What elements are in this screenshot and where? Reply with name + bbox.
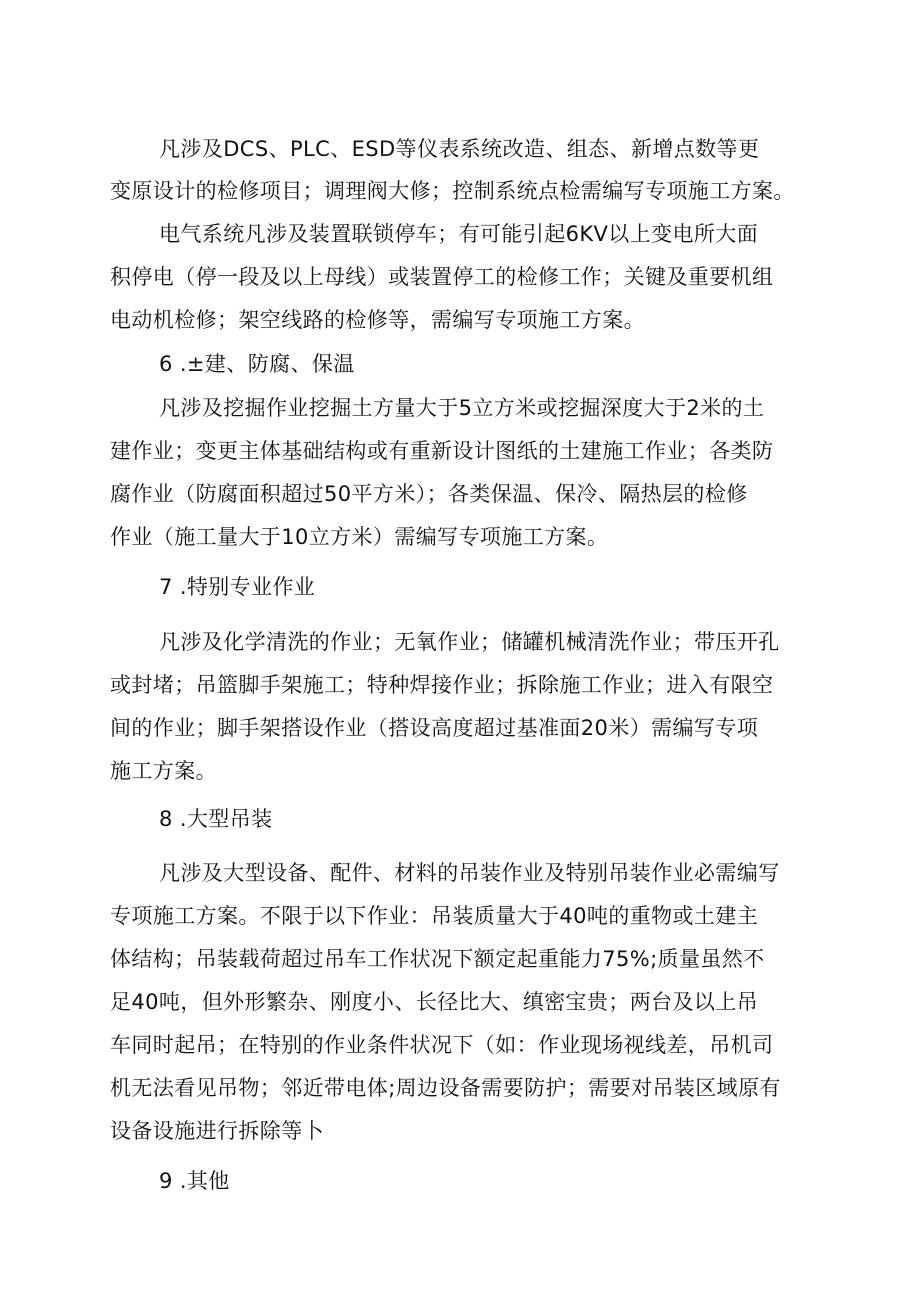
- paragraph-line: 机无法看见吊物；邻近带电体;周边设备需要防护；需要对吊装区域原有: [110, 1076, 781, 1100]
- paragraph-line: 车同时起吊；在特别的作业条件状况下（如：作业现场视线差，吊机司: [110, 1033, 774, 1057]
- paragraph-line: 凡涉及DCS、PLC、ESD等仪表系统改造、组态、新增点数等更: [159, 137, 760, 161]
- paragraph-line: 腐作业（防腐面积超过50平方米）；各类保温、保冷、隔热层的检修: [110, 482, 748, 506]
- paragraph-line: 体结构；吊装载荷超过吊车工作状况下额定起重能力75%;质量虽然不: [110, 947, 765, 971]
- paragraph-line: 电动机检修；架空线路的检修等，需编写专项施工方案。: [110, 308, 645, 332]
- paragraph-line: 或封堵；吊篮脚手架施工；特种焊接作业；拆除施工作业；进入有限空: [110, 673, 774, 697]
- paragraph-line: 足40吨，但外形繁杂、刚度小、长径比大、缜密宝贵；两台及以上吊: [110, 990, 759, 1014]
- paragraph-line: 设备设施进行拆除等卜: [110, 1119, 324, 1143]
- section-heading: 8 .大型吊装: [159, 807, 273, 831]
- paragraph-line: 建作业；变更主体基础结构或有重新设计图纸的土建施工作业；各类防: [110, 439, 774, 463]
- paragraph-line: 凡涉及化学清洗的作业；无氧作业；储罐机械清洗作业；带压开孔: [159, 630, 780, 654]
- paragraph-line: 施工方案。: [110, 759, 217, 783]
- paragraph-line: 凡涉及挖掘作业挖掘土方量大于5立方米或挖掘深度大于2米的土: [159, 396, 765, 420]
- paragraph-line: 凡涉及大型设备、配件、材料的吊装作业及特别吊装作业必需编写: [159, 861, 780, 885]
- paragraph-line: 变原设计的检修项目；调理阀大修；控制系统点检需编写专项施工方案。: [110, 179, 795, 203]
- paragraph-line: 专项施工方案。不限于以下作业：吊装质量大于40吨的重物或土建主: [110, 904, 759, 928]
- section-heading: 6 .±建、防腐、保温: [159, 352, 355, 376]
- paragraph-line: 积停电（停一段及以上母线）或装置停工的检修工作；关键及重要机组: [110, 265, 774, 289]
- paragraph-line: 电气系统凡涉及装置联锁停车；有可能引起6KV以上变电所大面: [159, 222, 759, 246]
- paragraph-line: 作业（施工量大于10立方米）需编写专项施工方案。: [110, 525, 609, 549]
- section-heading: 7 .特别专业作业: [159, 575, 316, 599]
- section-heading: 9 .其他: [159, 1169, 230, 1193]
- paragraph-line: 间的作业；脚手架搭设作业（搭设高度超过基准面20米）需编写专项: [110, 716, 759, 740]
